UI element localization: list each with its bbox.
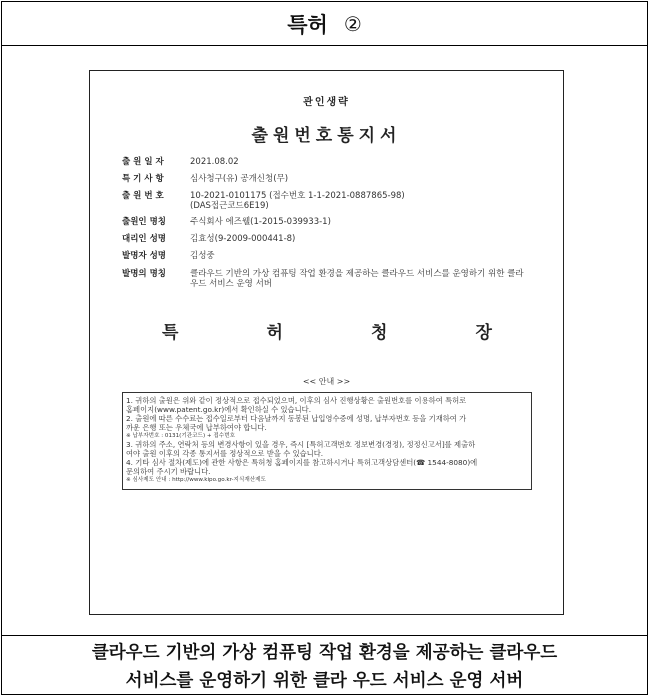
- notice-line: 여야 출원 이후의 각종 통지서를 정상적으로 받을 수 있습니다.: [126, 449, 324, 458]
- field-row: [122, 191, 535, 201]
- field-value: 주식회사 에즈웰(1-2015-039933-1): [190, 217, 331, 227]
- header-title: 특허: [287, 11, 328, 37]
- notice-line: 까운 은행 또는 우체국에 납부하여야 합니다.: [126, 423, 267, 432]
- notice-heading: << 안내 >>: [302, 377, 351, 386]
- notice-note: ※ 심사제도 안내 : http://www.kipo.go.kr-지식재산제도: [126, 477, 266, 483]
- field-row: [122, 234, 535, 244]
- agency-char: 청: [371, 323, 388, 343]
- field-row: [122, 157, 535, 167]
- notice-note: ※ 납부자번호 : 0131(기관코드) + 접수번호: [126, 433, 235, 439]
- notice-line: 3. 귀하의 주소, 연락처 등의 변경사항이 있을 경우, 즉시 [특허고객번호 정보변경(경정), 정정신고서]를 제출하: [126, 440, 476, 449]
- field-label: 출 원 번 호: [122, 191, 164, 201]
- field-label: 출 원 일 자: [122, 157, 164, 167]
- field-row: [122, 217, 535, 227]
- notice-box: [122, 392, 532, 490]
- notice-line: 문의하여 주시기 바랍니다.: [126, 467, 211, 476]
- invention-title-line: 서비스를 운영하기 위한 클라 우드 서비스 운영 서버: [125, 671, 524, 691]
- field-value: (DAS접근코드6E19): [190, 201, 269, 211]
- patent-notice-document: [89, 70, 564, 615]
- invention-title-line: 클라우드 기반의 가상 컴퓨팅 작업 환경을 제공하는 클라우드: [91, 643, 558, 663]
- document-title: 출원번호통지서: [251, 126, 402, 146]
- field-row: [122, 279, 535, 289]
- field-label: [122, 279, 190, 289]
- field-value: 심사청구(유) 공개신청(무): [190, 174, 289, 184]
- notice-line: 1. 귀하의 출원은 위와 같이 정상적으로 접수되었으며, 이후의 심사 진행상황은 출원번호를 이용하여 특허로: [126, 396, 467, 405]
- page-frame: [1, 1, 648, 695]
- field-label: 발명자 성명: [122, 251, 167, 261]
- header: [2, 2, 647, 46]
- field-label: 대리인 성명: [122, 234, 167, 244]
- field-row: [122, 269, 535, 279]
- agency-head-signature: [162, 318, 492, 343]
- agency-char: 허: [266, 323, 283, 343]
- field-row: [122, 251, 535, 261]
- field-label: 특 기 사 항: [122, 174, 164, 184]
- header-number: ②: [343, 11, 362, 36]
- field-value: 김성중: [190, 251, 215, 261]
- notice-line: 홈페이지(www.patent.go.kr)에서 확인하실 수 있습니다.: [126, 405, 312, 414]
- notice-line: 2. 출원에 따른 수수료는 접수일로부터 다음날까지 동봉된 납입영수증에 성명, 납부자번호 등을 기재하여 가: [126, 414, 467, 423]
- seal-omitted-label: 관인생략: [303, 97, 350, 108]
- field-value: 10-2021-0101175 (접수번호 1-1-2021-0887865-98): [190, 191, 405, 201]
- field-row: [122, 174, 535, 184]
- field-label: 출원인 명칭: [122, 217, 167, 227]
- agency-char: 장: [475, 323, 492, 343]
- field-value: 우드 서비스 운영 서버: [190, 279, 273, 289]
- field-value: 클라우드 기반의 가상 컴퓨팅 작업 환경을 제공하는 클라우드 서비스를 운영하기 위한 클라: [190, 269, 524, 279]
- field-value: 2021.08.02: [190, 157, 239, 167]
- field-label: [122, 201, 190, 211]
- field-value: 김효성(9-2009-000441-8): [190, 234, 296, 244]
- field-row: [122, 201, 535, 211]
- invention-title: [2, 635, 647, 696]
- notice-line: 4. 기타 심사 절차(제도)에 관한 사항은 특허청 홈페이지를 참고하시거나 특허고객상담센터(☎ 1544-8080)에: [126, 458, 478, 467]
- agency-char: 특: [162, 323, 179, 343]
- field-label: 발명의 명칭: [122, 269, 167, 279]
